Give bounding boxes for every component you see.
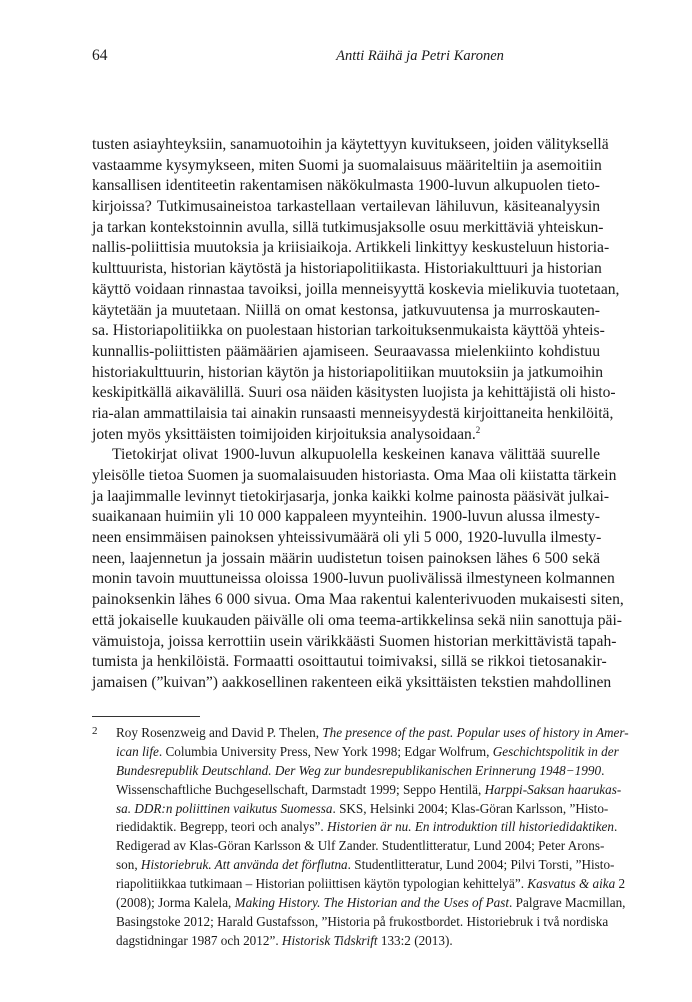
text-line: kunnallis-poliittisten päämäärien ajamiseen. Seuraavassa mielenkiinto kohdistuu <box>92 342 600 360</box>
body-text <box>92 135 624 694</box>
text-line: käytetään ja muutetaan. Niillä on omat kestonsa, jatkuvuutensa ja murroskauten- <box>92 301 600 319</box>
text-line: yleisölle tietoa Suomen ja suomalaisuuden historiasta. Oma Maa oli kiistatta tärkein <box>92 467 617 484</box>
running-header: Antti Räihä ja Petri Karonen <box>336 48 504 64</box>
footnote-line <box>116 762 605 781</box>
footnote-text <box>116 724 629 951</box>
footnote-reference[interactable]: 2 <box>475 424 481 435</box>
footnote-text-run: 2 <box>615 876 626 892</box>
footnote <box>92 724 629 951</box>
footnote-text-run: . SKS, Helsinki 2004; Klas-Göran Karlsson, ”Histo- <box>332 800 609 816</box>
italic-title: sa. DDR:n poliittinen vaikutus Suomessa <box>116 800 333 816</box>
footnote-text-run: Redigerad av Klas-Göran Karlsson & Ulf Zander. Studentlitteratur, Lund 2004; Peter Arons- <box>116 838 605 854</box>
footnote-number: 2 <box>92 725 98 737</box>
footnote-text-run: son, <box>116 857 141 873</box>
text-line: kulttuurista, historian käytöstä ja historiapolitiikasta. Historiakulttuuri ja historian <box>92 260 602 278</box>
footnote-line <box>116 913 609 932</box>
text-line: sa. Historiapolitiikka on puolestaan historian tarkoituksenmukaista käyttöä yhteis- <box>92 322 605 340</box>
italic-title: Bundesrepublik Deutschland. Der Weg zur bundesrepublikanischen Erinnerung 1948−1990 <box>116 762 602 778</box>
paragraph-1 <box>92 135 620 445</box>
italic-title: Historisk Tidskrift <box>281 932 378 948</box>
footnote-text-run: riedidaktik. Begrepp, teori och analys”. <box>116 819 327 835</box>
footnote-line <box>116 875 626 894</box>
text-line: Tietokirjat olivat 1900-luvun alkupuolella keskeinen kanava välittää suurelle <box>112 446 600 464</box>
footnote-text-run: Wissenschaftliche Buchgesellschaft, Darmstadt 1999; Seppo Hentilä, <box>116 781 485 797</box>
footnote-line <box>116 856 615 875</box>
footnote-text-run: (2008); Jorma Kalela, <box>116 895 235 911</box>
text-line: painoksenkin lähes 6 000 sivua. Oma Maa rakentui kalenterivuoden mukaisesti siten, <box>92 591 624 609</box>
footnote-line <box>116 781 622 800</box>
footnote-text-run: . Palgrave Macmillan, <box>509 895 626 911</box>
italic-title: The presence of the past. Popular uses of history in Amer- <box>322 725 629 740</box>
text-line: tumista ja henkilöistä. Formaatti osoittautui toimivaksi, sillä se rikkoi tietosanakir- <box>92 653 607 671</box>
text-line: ria-alan ammattilaisia tai ainakin runsaasti menneisyydestä kirjoittaneita henkilöitä, <box>92 404 614 422</box>
text-line: jamaisen (”kuivan”) aakkosellinen rakenteen eikä yksittäisten tekstien mahdollinen <box>92 673 612 691</box>
text-line: monin tavoin muuttuneissa oloissa 1900-luvun puolivälissä ilmestyneen kolmannen <box>92 570 615 588</box>
text-line: joten myös yksittäisten toimijoiden kirjoituksia analysoidaan.$^2$ <box>92 424 481 443</box>
text-line: käyttö voidaan rinnastaa tavoiksi, joilla menneisyyttä koskevia mielikuvia tuotetaan, <box>92 280 620 298</box>
footnote-text-run: Roy Rosenzweig and David P. Thelen, <box>116 725 323 740</box>
text-line: neen, laajennetun ja jossain määrin uudistetun toisen painoksen lähes 6 500 sekä <box>92 549 600 567</box>
text-line: että jokaiselle kuukauden päivälle oli oma teema-artikkelinsa sekä niin sanottuja päi- <box>92 611 623 629</box>
text-line: kirjoissa? Tutkimusaineistoa tarkastellaan vertailevan lähiluvun, käsiteanalyysin <box>92 198 600 216</box>
footnote-text-run: . <box>601 762 605 778</box>
italic-title: Harppi-Saksan haarukas- <box>484 781 622 797</box>
text-line: vämuistoja, joissa kerrottiin usein värikkäästi Suomen historian merkittävistä tapah- <box>92 632 617 650</box>
text-line: historiakulttuurin, historian käytön ja historiapolitiikan muutoksiin ja jatkumoihin <box>92 363 604 381</box>
text-line: vastaamme kysymykseen, miten Suomi ja suomalaisuus määriteltiin ja asemoitiin <box>92 156 602 174</box>
footnote-text-run: Basingstoke 2012; Harald Gustafsson, ”Historia på frukostbordet. Historiebruk i två nordiska <box>116 913 609 929</box>
paragraph-2 <box>92 445 624 693</box>
text-line: kansallisen identiteetin rakentamisen näkökulmasta 1900-luvun alkupuolen tieto- <box>92 177 600 195</box>
footnote-text-run: 133:2 (2013). <box>377 932 453 948</box>
footnote-line <box>116 837 605 856</box>
text-line: keskipitkällä aikavälillä. Suuri osa näiden käsitysten luojista ja kehittäjistä oli histo- <box>92 384 616 402</box>
footnote-text-run: riapolitiikkaa tutkimaan – Historian poliittisen käytön typologian kehittelyä”. <box>116 876 528 892</box>
italic-title: Geschichtspolitik in der <box>492 743 619 759</box>
footnote-text-run: dagstidningar 1987 och 2012”. <box>116 932 282 948</box>
text-line: suaikanaan huimiin yli 10 000 kappaleen myynteihin. 1900-luvun alussa ilmesty- <box>92 508 600 526</box>
italic-title: Making History. The Historian and the Uses of Past <box>234 895 510 911</box>
text-line: ja tarkan kontekstoinnin avulla, sillä tutkimusjaksolle osuu merkittäviä yhteiskun- <box>92 218 604 236</box>
footnote-line <box>116 894 626 913</box>
footnote-text-run: . <box>614 819 618 835</box>
footnote-line <box>116 818 618 837</box>
text-line: tusten asiayhteyksiin, sanamuotoihin ja käytettyyn kuvitukseen, joiden välityksellä <box>92 136 609 153</box>
footnote-line <box>116 800 609 819</box>
italic-title: Kasvatus & aika <box>527 876 616 892</box>
footnote-divider <box>92 716 200 717</box>
text-line: ja laajimmalle levinnyt tietokirjasarja, jonka kaikki kolme painosta pääsivät julkai- <box>92 487 610 505</box>
footnote-line <box>116 724 629 743</box>
italic-title: ican life <box>116 743 159 759</box>
footnote-text-run: . Studentlitteratur, Lund 2004; Pilvi Torsti, ”Histo- <box>347 857 615 873</box>
footnote-text-run: . Columbia University Press, New York 1998; Edgar Wolfrum, <box>158 743 493 759</box>
footnote-line <box>116 743 619 762</box>
italic-title: Historiebruk. Att använda det förflutna <box>140 857 348 873</box>
text-line: nallis-poliittisia muutoksia ja kriisiaikoja. Artikkeli linkittyy keskusteluun historia- <box>92 239 610 257</box>
footnote-line <box>116 932 600 951</box>
page-number: 64 <box>92 47 108 64</box>
text-line: neen ensimmäisen painoksen yhteissivumäärä oli yli 5 000, 1920-luvulla ilmesty- <box>92 529 602 547</box>
italic-title: Historien är nu. En introduktion till historiedidaktiken <box>326 819 614 835</box>
